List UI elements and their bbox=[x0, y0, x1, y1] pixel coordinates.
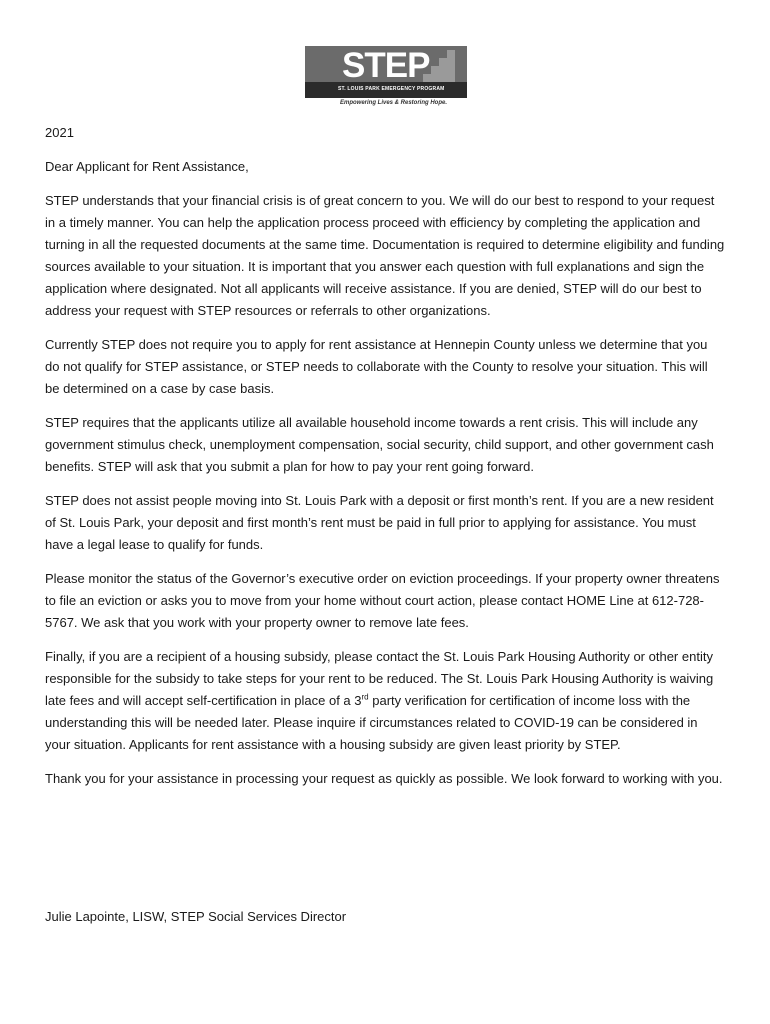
subsidy-text-part2: party verification for certification of income loss with the understanding this will be needed later. Please inquire if circumstances related to COVID-19 can be considered in your situation. Applicants for rent assistance with a housing subsidy are given least priority by STEP. bbox=[45, 693, 698, 752]
logo-tagline: Empowering Lives & Restoring Hope. bbox=[340, 100, 448, 106]
paragraph-eviction-order: Please monitor the status of the Governor’s executive order on eviction proceedings. If your property owner threatens to file an eviction or asks you to move from your home without court action, please contact HOME Line at 612-728-5767. We ask that you work with your property owner to remove late fees. bbox=[45, 571, 720, 630]
paragraph-housing-subsidy bbox=[45, 646, 725, 756]
ordinal-suffix: rd bbox=[361, 692, 369, 702]
logo-subtitle: ST. LOUIS PARK EMERGENCY PROGRAM bbox=[338, 86, 445, 92]
subsidy-text-part1: Finally, if you are a recipient of a housing subsidy, please contact the St. Louis Park Housing Authority or other entity responsible for the subsidy to take steps for your rent to be reduced. The St. Louis Park Housing Authority is waiving late fees and will accept self-certification in place of a 3 bbox=[45, 649, 714, 708]
letter-signature: Julie Lapointe, LISW, STEP Social Services Director bbox=[45, 909, 347, 924]
paragraph-hennepin-county: Currently STEP does not require you to apply for rent assistance at Hennepin County unless we determine that you do not qualify for STEP assistance, or STEP needs to collaborate with the County to resolve your situation. This will be determined on a case by case basis. bbox=[45, 337, 708, 396]
paragraph-thank-you: Thank you for your assistance in processing your request as quickly as possible. We look forward to working with you. bbox=[45, 771, 723, 786]
step-logo bbox=[305, 46, 467, 106]
letter-body bbox=[45, 122, 725, 802]
letter-year: 2021 bbox=[45, 125, 74, 140]
letter-salutation: Dear Applicant for Rent Assistance, bbox=[45, 159, 249, 174]
paragraph-household-income: STEP requires that the applicants utilize all available household income towards a rent crisis. This will include any government stimulus check, unemployment compensation, social security, child support, and other government cash benefits. STEP will ask that you submit a plan for how to pay your rent going forward. bbox=[45, 415, 714, 474]
paragraph-deposit-policy: STEP does not assist people moving into St. Louis Park with a deposit or first month’s rent. If you are a new resident of St. Louis Park, your deposit and first month’s rent must be paid in full prior to applying for assistance. You must have a legal lease to qualify for funds. bbox=[45, 493, 714, 552]
paragraph-application-process: STEP understands that your financial crisis is of great concern to you. We will do our best to respond to your request in a timely manner. You can help the application process proceed with efficiency by completing the application and turning in all the requested documents at the same time. Documentation is required to determine eligibility and funding sources available to your situation. It is important that you answer each question with full explanations and sign the application where designated. Not all applicants will receive assistance. If you are denied, STEP will do our best to address your request with STEP resources or referrals to other organizations. bbox=[45, 193, 725, 318]
logo-wordmark: STEP bbox=[342, 46, 430, 85]
